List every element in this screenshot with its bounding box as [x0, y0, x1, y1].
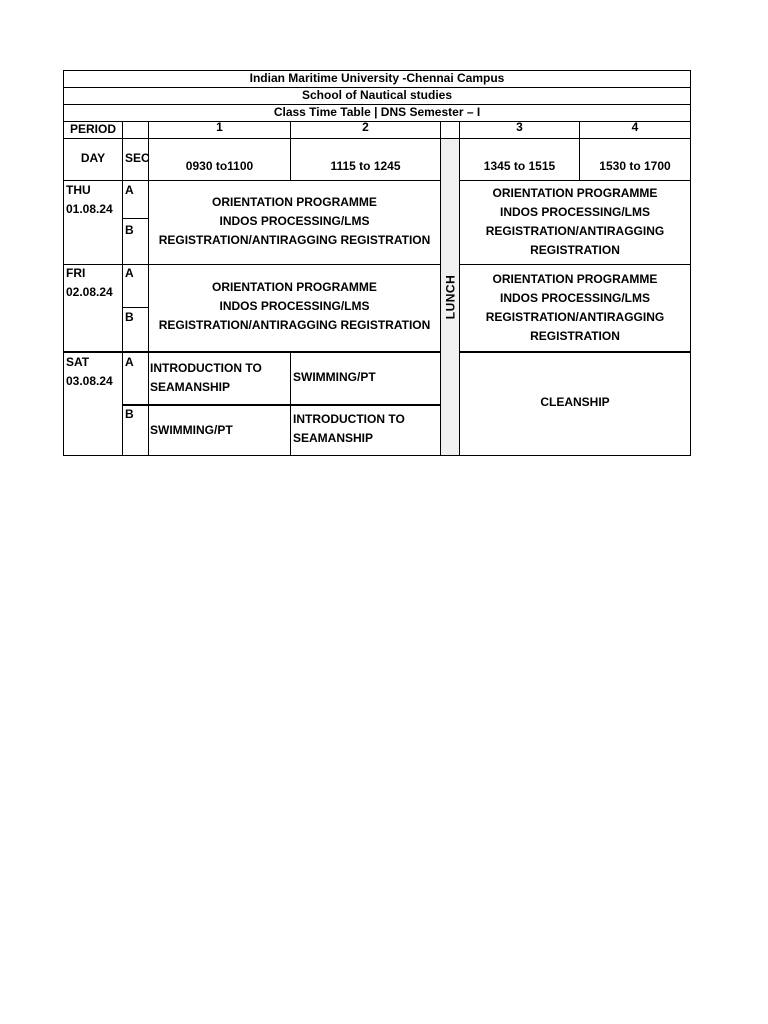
- period-number-4: 4: [631, 120, 639, 134]
- day-cell-thu: THU 01.08.24: [66, 183, 113, 216]
- sat-a-period2-activity: SWIMMING/PT: [293, 370, 376, 384]
- university-title: Indian Maritime University -Chennai Campus: [249, 71, 505, 85]
- school-title: School of Nautical studies: [301, 88, 453, 102]
- section-header: SEC: [125, 150, 150, 165]
- day-header: DAY: [80, 150, 106, 165]
- grid-line: [122, 121, 123, 456]
- grid-line: [290, 352, 291, 456]
- sat-afternoon-activity: CLEANSHIP: [540, 395, 610, 409]
- grid-line: [122, 404, 441, 406]
- sat-b-period2-activity: INTRODUCTION TO SEAMANSHIP: [293, 412, 405, 445]
- sat-b-period1-activity: SWIMMING/PT: [150, 423, 233, 437]
- period-time-3: 1345 to 1515: [483, 158, 556, 173]
- timetable-title: Class Time Table | DNS Semester – I: [273, 105, 481, 119]
- period-number-1: 1: [216, 120, 223, 134]
- section-cell: A: [125, 183, 134, 197]
- sat-a-period1-activity: INTRODUCTION TO SEAMANSHIP: [150, 361, 262, 394]
- thu-afternoon-activity: ORIENTATION PROGRAMME INDOS PROCESSING/LMS REGISTRATION/ANTIRAGGING REGISTRATION: [485, 186, 665, 257]
- section-cell: B: [125, 310, 134, 324]
- period-number-2: 2: [362, 120, 369, 134]
- thu-morning-activity: ORIENTATION PROGRAMME INDOS PROCESSING/LMS REGISTRATION/ANTIRAGGING REGISTRATION: [158, 195, 431, 247]
- day-cell-sat: SAT 03.08.24: [66, 355, 113, 388]
- day-cell-fri: FRI 02.08.24: [66, 266, 113, 299]
- lunch-label: LUNCH: [443, 274, 457, 320]
- grid-line: [459, 264, 691, 265]
- grid-line: [63, 455, 691, 456]
- grid-line: [63, 138, 691, 139]
- period-number-3: 3: [516, 120, 523, 134]
- grid-line: [459, 351, 691, 353]
- fri-morning-activity: ORIENTATION PROGRAMME INDOS PROCESSING/LMS REGISTRATION/ANTIRAGGING REGISTRATION: [158, 280, 431, 332]
- period-header: PERIOD: [69, 122, 116, 136]
- grid-line: [459, 180, 691, 181]
- section-cell: A: [125, 266, 134, 280]
- period-time-1: 0930 to1100: [185, 158, 254, 173]
- period-time-4: 1530 to 1700: [599, 158, 671, 173]
- grid-line: [122, 218, 148, 219]
- grid-line: [690, 70, 691, 456]
- period-time-2: 1115 to 1245: [330, 158, 401, 173]
- section-cell: A: [125, 355, 134, 369]
- section-cell: B: [125, 407, 134, 421]
- fri-afternoon-activity: ORIENTATION PROGRAMME INDOS PROCESSING/LMS REGISTRATION/ANTIRAGGING REGISTRATION: [485, 271, 665, 343]
- section-cell: B: [125, 223, 134, 237]
